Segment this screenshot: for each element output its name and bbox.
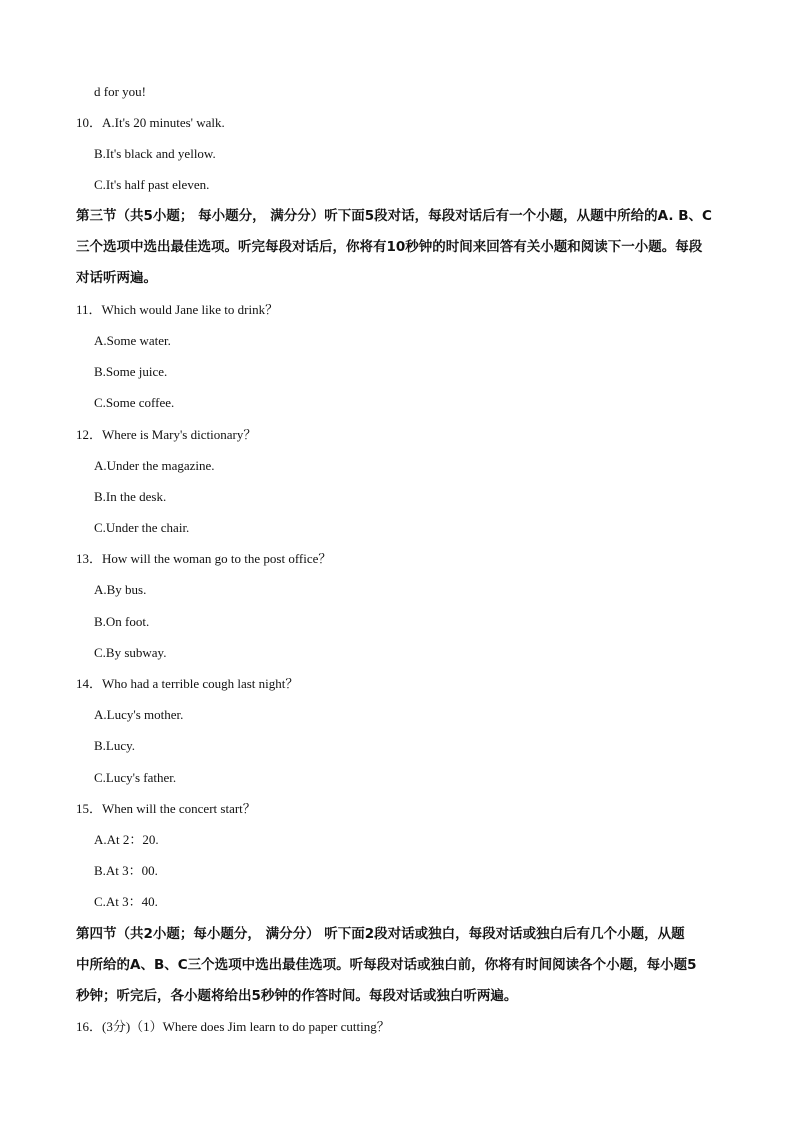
question-12-stem: 12．Where is Mary's dictionary？ <box>76 427 257 442</box>
section-4-line-3: 秒钟；听完后，各小题将给出5秒钟的作答时间。每段对话或独白听两遍。 <box>76 988 518 1004</box>
question-10-option-b: B.It's black and yellow. <box>94 146 216 161</box>
question-15-option-c: C.At 3：40. <box>94 894 158 909</box>
question-11-option-c: C.Some coffee. <box>94 395 175 410</box>
question-10-option-c: C.It's half past eleven. <box>94 177 210 192</box>
question-15-stem: 15．When will the concert start？ <box>76 801 256 816</box>
question-15-option-a: A.At 2：20. <box>94 832 159 847</box>
question-11-stem: 11．Which would Jane like to drink？ <box>76 302 279 317</box>
question-15-option-b: B.At 3：00. <box>94 863 158 878</box>
section-4-line-2: 中所给的A、B、C三个选项中选出最佳选项。听每段对话或独白前，你将有时间阅读各个小题，每小题5 <box>76 957 697 973</box>
section-4-instructions <box>76 919 752 1012</box>
question-12-option-a: A.Under the magazine. <box>94 458 215 473</box>
question-13-option-a: A.By bus. <box>94 582 147 597</box>
section-3-line-1: 第三节（共5小题； 每小题分， 满分分）听下面5段对话，每段对话后有一个小题，从题中所给的A. B、C <box>76 208 712 224</box>
question-16-stem: 16．(3分)（1）Where does Jim learn to do paper cutting？ <box>76 1019 390 1034</box>
section-3-line-3: 对话听两遍。 <box>76 270 157 286</box>
continued-text-fragment: d for you! <box>94 84 146 99</box>
question-14-option-c: C.Lucy's father. <box>94 770 177 785</box>
question-13-stem: 13．How will the woman go to the post office？ <box>76 551 332 566</box>
question-14-stem: 14．Who had a terrible cough last night？ <box>76 676 299 691</box>
question-13-option-c: C.By subway. <box>94 645 167 660</box>
question-13-option-b: B.On foot. <box>94 614 150 629</box>
question-12-option-c: C.Under the chair. <box>94 520 190 535</box>
section-4-line-1: 第四节（共2小题；每小题分， 满分分） 听下面2段对话或独白，每段对话或独白后有几个小题，从题 <box>76 926 685 942</box>
section-3-line-2: 三个选项中选出最佳选项。听完每段对话后，你将有10秒钟的时间来回答有关小题和阅读下一小题。每段 <box>76 239 703 255</box>
question-12-option-b: B.In the desk. <box>94 489 167 504</box>
section-3-instructions <box>76 201 752 294</box>
question-10-stem: 10．A.It's 20 minutes' walk. <box>76 115 225 130</box>
question-14-option-a: A.Lucy's mother. <box>94 707 184 722</box>
question-11-option-a: A.Some water. <box>94 333 171 348</box>
question-11-option-b: B.Some juice. <box>94 364 168 379</box>
question-14-option-b: B.Lucy. <box>94 738 136 753</box>
